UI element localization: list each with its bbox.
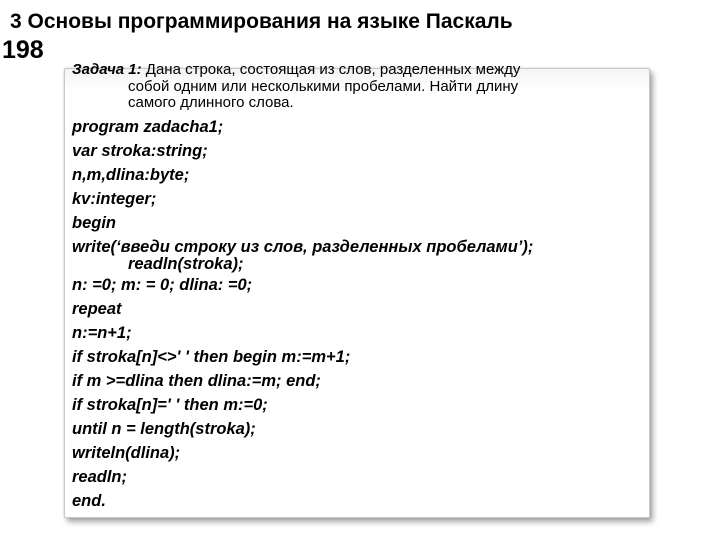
code-line: begin: [72, 214, 116, 232]
slide-title: 3 Основы программирования на языке Паскаль: [10, 10, 513, 33]
code-line: readln;: [72, 468, 128, 486]
code-line: n: =0; m: = 0; dlina: =0;: [72, 276, 253, 294]
code-line: if stroka[n]=' ' then m:=0;: [72, 396, 268, 414]
code-line: n:=n+1;: [72, 324, 132, 342]
task-text-line-1: Дана строка, состоящая из слов, разделенных между: [145, 61, 521, 78]
code-line: kv:integer;: [72, 190, 157, 208]
code-line: n,m,dlina:byte;: [72, 166, 190, 184]
code-line: write(‘введи строку из слов, разделенных пробелами’);: [72, 238, 534, 256]
task-label: Задача 1:: [72, 61, 146, 78]
task-text-line-2: собой одним или несколькими пробелами. Найти длину: [128, 78, 519, 95]
code-line: if stroka[n]<>' ' then begin m:=m+1;: [72, 348, 351, 366]
task-text-line-3: самого длинного слова.: [128, 94, 294, 111]
code-line: readln(stroka);: [128, 255, 244, 273]
page-number: 198: [2, 36, 44, 64]
code-line: until n = length(stroka);: [72, 420, 256, 438]
code-line: writeln(dlina);: [72, 444, 181, 462]
task-statement: [72, 62, 632, 78]
code-line: if m >=dlina then dlina:=m; end;: [72, 372, 321, 390]
code-line: end.: [72, 492, 106, 510]
code-line: var stroka:string;: [72, 142, 208, 160]
code-line: repeat: [72, 300, 122, 318]
code-line: program zadacha1;: [72, 118, 224, 136]
